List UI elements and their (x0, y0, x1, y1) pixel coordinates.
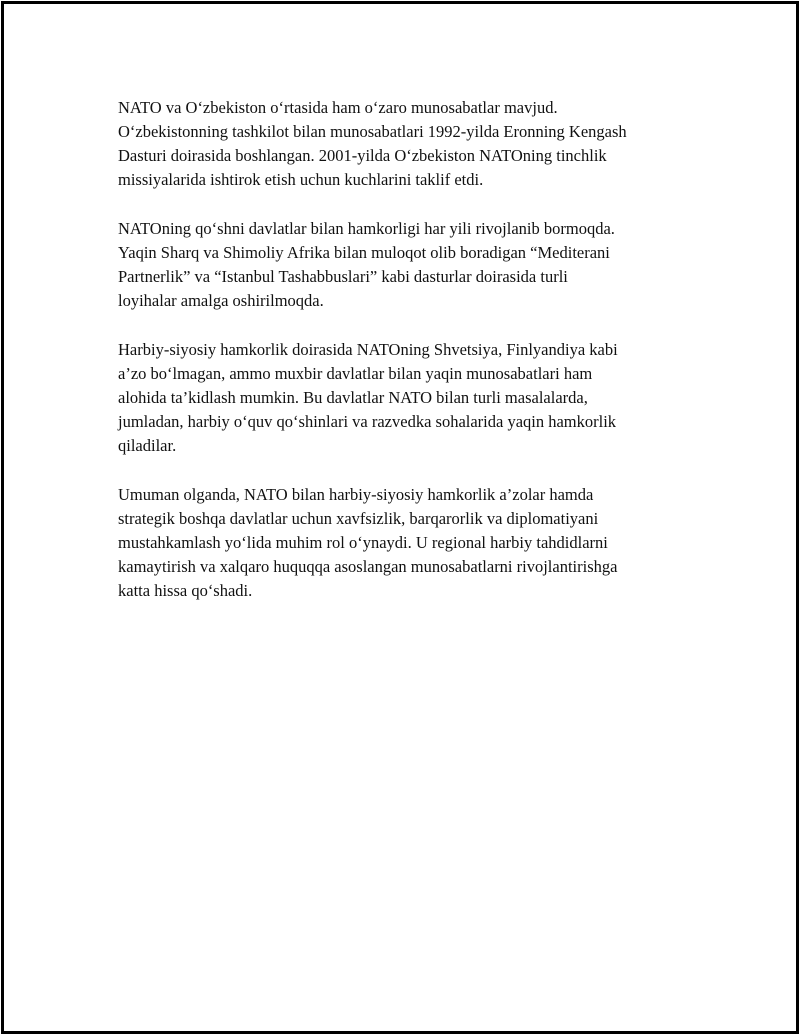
paragraph-line: Umuman olganda, NATO bilan harbiy-siyosiy hamkorlik a’zolar hamda (118, 485, 594, 504)
paragraph-line: mustahkamlash yo‘lida muhim rol o‘ynaydi. U regional harbiy tahdidlarni (118, 533, 608, 552)
paragraph-4 (118, 483, 698, 603)
paragraph-line: kamaytirish va xalqaro huquqqa asoslangan munosabatlarni rivojlantirishga (118, 557, 618, 576)
paragraph-line: alohida ta’kidlash mumkin. Bu davlatlar NATO bilan turli masalalarda, (118, 388, 588, 407)
paragraph-line: jumladan, harbiy o‘quv qo‘shinlari va razvedka sohalarida yaqin hamkorlik (118, 412, 617, 431)
paragraph-line: NATO va O‘zbekiston o‘rtasida ham o‘zaro munosabatlar mavjud. (118, 98, 558, 117)
paragraph-1 (118, 96, 698, 192)
paragraph-line: katta hissa qo‘shadi. (118, 581, 253, 600)
paragraph-line: qiladilar. (118, 436, 177, 455)
paragraph-3 (118, 338, 698, 458)
paragraph-line: a’zo bo‘lmagan, ammo muxbir davlatlar bilan yaqin munosabatlari ham (118, 364, 593, 383)
paragraph-line: missiyalarida ishtirok etish uchun kuchlarini taklif etdi. (118, 170, 484, 189)
paragraph-line: strategik boshqa davlatlar uchun xavfsizlik, barqarorlik va diplomatiyani (118, 509, 599, 528)
paragraph-line: O‘zbekistonning tashkilot bilan munosabatlari 1992-yilda Eronning Kengash (118, 122, 627, 141)
page-frame (1, 1, 799, 1034)
paragraph-line: Dasturi doirasida boshlangan. 2001-yilda O‘zbekiston NATOning tinchlik (118, 146, 607, 165)
paragraph-line: Partnerlik” va “Istanbul Tashabbuslari” kabi dasturlar doirasida turli (118, 267, 568, 286)
paragraph-line: Yaqin Sharq va Shimoliy Afrika bilan muloqot olib boradigan “Mediterani (118, 243, 610, 262)
paragraph-line: NATOning qo‘shni davlatlar bilan hamkorligi har yili rivojlanib bormoqda. (118, 219, 615, 238)
paragraph-line: loyihalar amalga oshirilmoqda. (118, 291, 324, 310)
paragraph-2 (118, 217, 698, 313)
document-body (118, 96, 698, 628)
paragraph-line: Harbiy-siyosiy hamkorlik doirasida NATOning Shvetsiya, Finlyandiya kabi (118, 340, 618, 359)
